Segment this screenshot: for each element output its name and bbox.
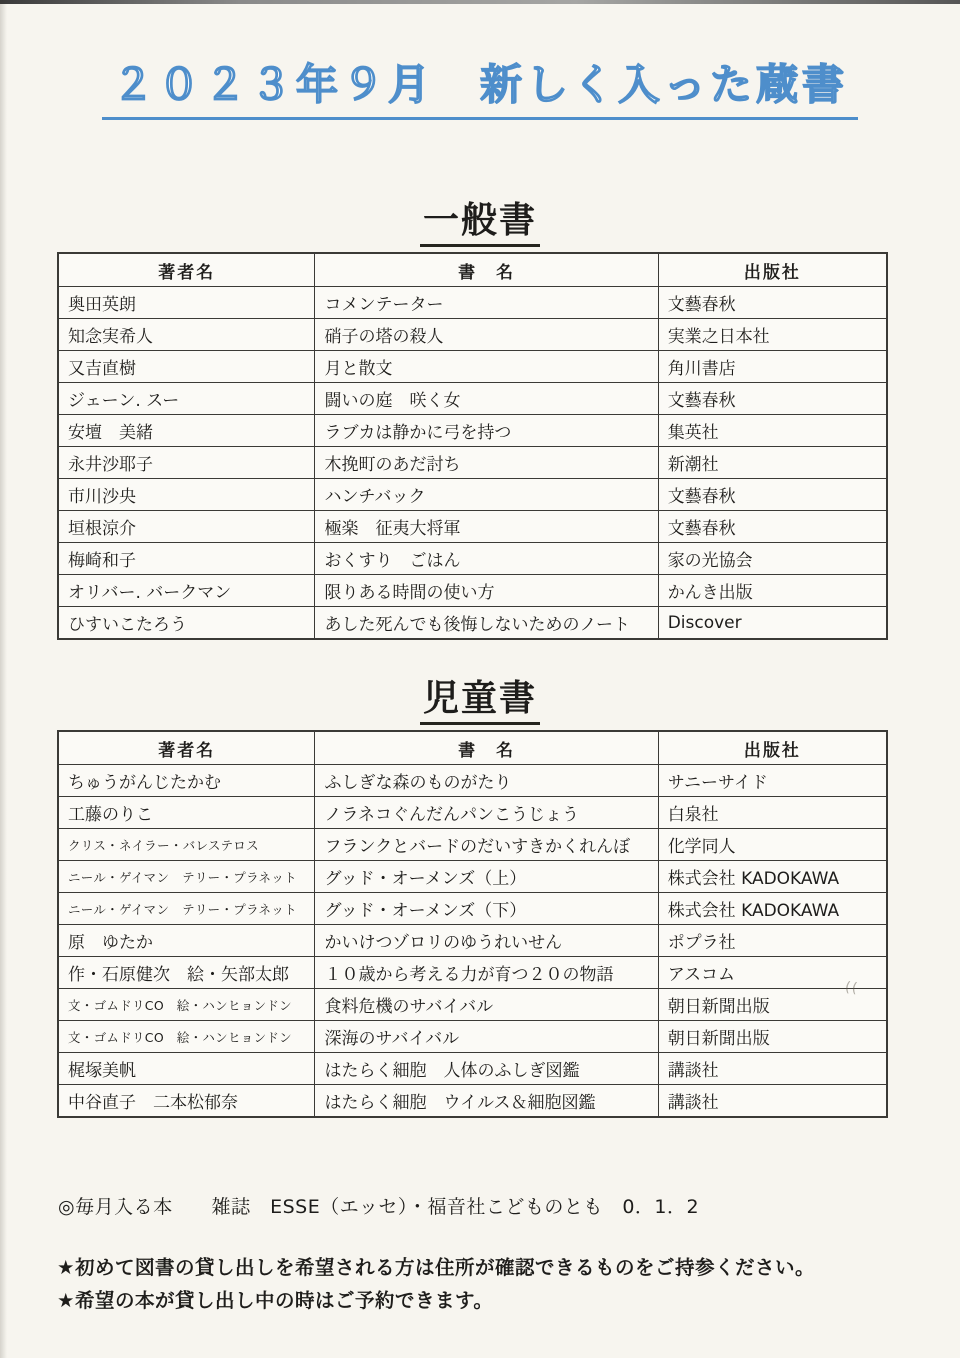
section-heading-general-label: 一般書	[420, 192, 540, 247]
cell-author: 知念実希人	[58, 319, 315, 351]
section-heading-general	[0, 192, 960, 247]
table-row	[58, 989, 887, 1021]
cell-publisher: 文藝春秋	[658, 479, 887, 511]
table-row	[58, 287, 887, 319]
cell-title: コメンテーター	[315, 287, 658, 319]
table-row	[58, 1021, 887, 1053]
cell-publisher: 新潮社	[658, 447, 887, 479]
cell-publisher: 文藝春秋	[658, 511, 887, 543]
cell-title: 闘いの庭 咲く女	[315, 383, 658, 415]
cell-title: １０歳から考える力が育つ２０の物語	[315, 957, 658, 989]
cell-publisher: 文藝春秋	[658, 383, 887, 415]
column-header-title: 書 名	[315, 253, 658, 287]
table-row	[58, 383, 887, 415]
table-row	[58, 543, 887, 575]
cell-author: 安壇 美緒	[58, 415, 315, 447]
children-books-table	[57, 730, 888, 1118]
cell-author: 原 ゆたか	[58, 925, 315, 957]
scan-artifact: ( (	[843, 979, 859, 997]
cell-author: ジェーン. スー	[58, 383, 315, 415]
cell-author: 工藤のりこ	[58, 797, 315, 829]
cell-title: 極楽 征夷大将軍	[315, 511, 658, 543]
table-row	[58, 319, 887, 351]
cell-publisher: アスコム	[658, 957, 887, 989]
cell-publisher: 実業之日本社	[658, 319, 887, 351]
table-row	[58, 925, 887, 957]
cell-author: オリバー. バークマン	[58, 575, 315, 607]
cell-publisher: 講談社	[658, 1085, 887, 1118]
cell-publisher: 白泉社	[658, 797, 887, 829]
cell-author: 梅崎和子	[58, 543, 315, 575]
cell-author: 奥田英朗	[58, 287, 315, 319]
table-row	[58, 893, 887, 925]
monthly-arrivals-note: ◎毎月入る本 雑誌 ESSE（エッセ）・福音社こどものとも 0．1．2	[58, 1196, 700, 1218]
cell-author: 梶塚美帆	[58, 1053, 315, 1085]
column-header-author: 著者名	[58, 731, 315, 765]
cell-title: 食料危機のサバイバル	[315, 989, 658, 1021]
cell-title: あした死んでも後悔しないためのノート	[315, 607, 658, 640]
lending-note-reservation: ★希望の本が貸し出し中の時はご予約できます。	[57, 1289, 494, 1312]
table-header-row	[58, 731, 887, 765]
cell-author: ニール・ゲイマン テリー・プラネット	[58, 893, 315, 925]
scan-edge-left	[0, 0, 7, 1358]
lending-notes	[57, 1251, 960, 1317]
general-books-table	[57, 252, 888, 640]
cell-title: 硝子の塔の殺人	[315, 319, 658, 351]
cell-publisher: 株式会社 KADOKAWA	[658, 893, 887, 925]
cell-publisher: サニーサイド	[658, 765, 887, 797]
cell-title: 月と散文	[315, 351, 658, 383]
cell-title: かいけつゾロリのゆうれいせん	[315, 925, 658, 957]
cell-author: 市川沙央	[58, 479, 315, 511]
cell-author: 中谷直子 二本松郁奈	[58, 1085, 315, 1118]
cell-publisher: 講談社	[658, 1053, 887, 1085]
cell-title: おくすり ごはん	[315, 543, 658, 575]
cell-title: 深海のサバイバル	[315, 1021, 658, 1053]
cell-title: ラブカは静かに弓を持つ	[315, 415, 658, 447]
document-title-block	[0, 0, 960, 120]
table-row	[58, 957, 887, 989]
lending-note-first-time: ★初めて図書の貸し出しを希望される方は住所が確認できるものをご持参ください。	[57, 1256, 815, 1279]
table-header-row	[58, 253, 887, 287]
table-row	[58, 415, 887, 447]
table-row	[58, 575, 887, 607]
table-row	[58, 511, 887, 543]
table-row	[58, 797, 887, 829]
cell-author: 垣根涼介	[58, 511, 315, 543]
column-header-title: 書 名	[315, 731, 658, 765]
cell-publisher: 株式会社 KADOKAWA	[658, 861, 887, 893]
cell-publisher: 家の光協会	[658, 543, 887, 575]
cell-title: ノラネコぐんだんパンこうじょう	[315, 797, 658, 829]
cell-title: はたらく細胞 ウイルス＆細胞図鑑	[315, 1085, 658, 1118]
cell-author: 作・石原健次 絵・矢部太郎	[58, 957, 315, 989]
cell-title: ハンチバック	[315, 479, 658, 511]
cell-title: グッド・オーメンズ（上）	[315, 861, 658, 893]
cell-title: フランクとバードのだいすきかくれんぼ	[315, 829, 658, 861]
cell-author: 永井沙耶子	[58, 447, 315, 479]
cell-publisher: Discover	[658, 607, 887, 640]
cell-publisher: かんき出版	[658, 575, 887, 607]
cell-author: ひすいこたろう	[58, 607, 315, 640]
cell-title: グッド・オーメンズ（下）	[315, 893, 658, 925]
cell-author: 文・ゴムドリCO 絵・ハンヒョンドン	[58, 989, 315, 1021]
cell-publisher: 朝日新聞出版	[658, 1021, 887, 1053]
column-header-author: 著者名	[58, 253, 315, 287]
cell-title: 限りある時間の使い方	[315, 575, 658, 607]
table-row	[58, 1085, 887, 1118]
table-row	[58, 479, 887, 511]
cell-title: 木挽町のあだ討ち	[315, 447, 658, 479]
scan-edge-top	[0, 0, 960, 4]
cell-publisher: 化学同人	[658, 829, 887, 861]
cell-publisher: 朝日新聞出版	[658, 989, 887, 1021]
cell-title: はたらく細胞 人体のふしぎ図鑑	[315, 1053, 658, 1085]
page-title: ２０２３年９月 新しく入った蔵書	[102, 52, 858, 120]
cell-author: 文・ゴムドリCO 絵・ハンヒョンドン	[58, 1021, 315, 1053]
table-row	[58, 861, 887, 893]
column-header-publisher: 出版社	[658, 731, 887, 765]
cell-author: 又吉直樹	[58, 351, 315, 383]
section-heading-children	[0, 670, 960, 725]
table-row	[58, 1053, 887, 1085]
table-row	[58, 447, 887, 479]
table-row	[58, 607, 887, 640]
table-row	[58, 829, 887, 861]
cell-author: クリス・ネイラー・バレステロス	[58, 829, 315, 861]
cell-publisher: ポプラ社	[658, 925, 887, 957]
cell-author: ちゅうがんじたかむ	[58, 765, 315, 797]
cell-publisher: 文藝春秋	[658, 287, 887, 319]
table-row	[58, 351, 887, 383]
table-row	[58, 765, 887, 797]
cell-publisher: 角川書店	[658, 351, 887, 383]
section-heading-children-label: 児童書	[420, 670, 540, 725]
cell-publisher: 集英社	[658, 415, 887, 447]
cell-author: ニール・ゲイマン テリー・プラネット	[58, 861, 315, 893]
cell-title: ふしぎな森のものがたり	[315, 765, 658, 797]
column-header-publisher: 出版社	[658, 253, 887, 287]
